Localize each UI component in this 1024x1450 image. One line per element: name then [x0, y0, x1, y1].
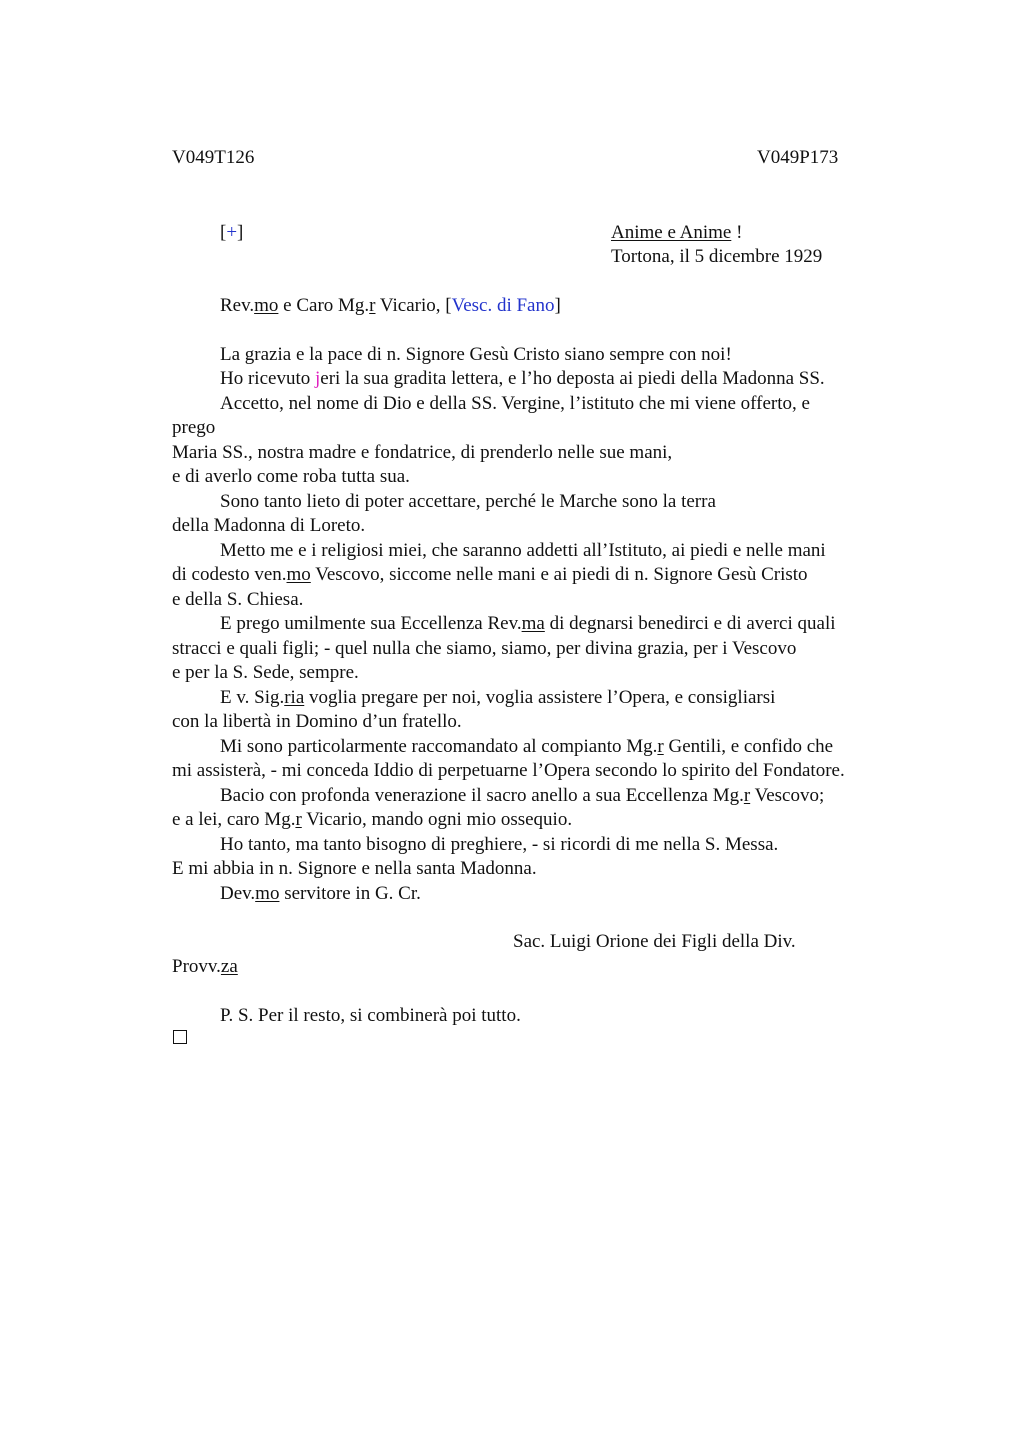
- body-line: e della S. Chiesa.: [172, 589, 304, 610]
- body-line: Mi sono particolarmente raccomandato al compianto Mg.r Gentili, e confido che: [220, 736, 834, 757]
- postscript: P. S. Per il resto, si combinerà poi tutto.: [220, 1005, 521, 1026]
- body-line: La grazia e la pace di n. Signore Gesù Cristo siano sempre con noi!: [220, 344, 732, 365]
- signature-line: Sac. Luigi Orione dei Figli della Div.: [513, 931, 796, 952]
- body-line: mi assisterà, - mi conceda Iddio di perpetuarne l’Opera secondo lo spirito del Fondatore.: [172, 760, 845, 781]
- closing-line: Dev.mo servitore in G. Cr.: [220, 883, 421, 904]
- body-line: Ho tanto, ma tanto bisogno di preghiere, - si ricordi di me nella S. Messa.: [220, 834, 779, 855]
- body-line: Metto me e i religiosi miei, che saranno addetti all’Istituto, ai piedi e nelle mani: [220, 540, 826, 561]
- motto: Anime e Anime !: [611, 222, 743, 243]
- body-line: Maria SS., nostra madre e fondatrice, di prenderlo nelle sue mani,: [172, 442, 673, 463]
- cross-symbol: [+]: [220, 222, 244, 243]
- body-line: e di averlo come roba tutta sua.: [172, 466, 410, 487]
- body-line: stracci e quali figli; - quel nulla che siamo, siamo, per divina grazia, per i Vescovo: [172, 638, 797, 659]
- body-line: e per la S. Sede, sempre.: [172, 662, 359, 683]
- place-date: Tortona, il 5 dicembre 1929: [611, 246, 823, 267]
- body-line: Bacio con profonda venerazione il sacro anello a sua Eccellenza Mg.r Vescovo;: [220, 785, 825, 806]
- body-line: Sono tanto lieto di poter accettare, perché le Marche sono la terra: [220, 491, 716, 512]
- body-line: con la libertà in Domino d’un fratello.: [172, 711, 462, 732]
- body-line: E prego umilmente sua Eccellenza Rev.ma di degnarsi benedirci e di averci quali: [220, 613, 836, 634]
- body-line: e a lei, caro Mg.r Vicario, mando ogni mio ossequio.: [172, 809, 573, 830]
- body-line: della Madonna di Loreto.: [172, 515, 366, 536]
- body-line: Accetto, nel nome di Dio e della SS. Vergine, l’istituto che mi viene offerto, e: [220, 393, 810, 414]
- body-line: Ho ricevuto jeri la sua gradita lettera, e l’ho deposta ai piedi della Madonna SS.: [220, 368, 825, 389]
- body-line: E v. Sig.ria voglia pregare per noi, voglia assistere l’Opera, e consigliarsi: [220, 687, 776, 708]
- body-line: E mi abbia in n. Signore e nella santa Madonna.: [172, 858, 537, 879]
- body-line: di codesto ven.mo Vescovo, siccome nelle mani e ai piedi di n. Signore Gesù Cristo: [172, 564, 808, 585]
- recipient-note: Vesc. di Fano: [451, 295, 555, 316]
- empty-box-icon: [173, 1030, 187, 1044]
- signature-continuation: Provv.za: [172, 956, 238, 977]
- salutation: Rev.mo e Caro Mg.r Vicario, [Vesc. di Fano]: [220, 295, 561, 316]
- body-line: prego: [172, 417, 216, 438]
- doc-code-right: V049P173: [757, 147, 839, 168]
- doc-code-left: V049T126: [172, 147, 255, 168]
